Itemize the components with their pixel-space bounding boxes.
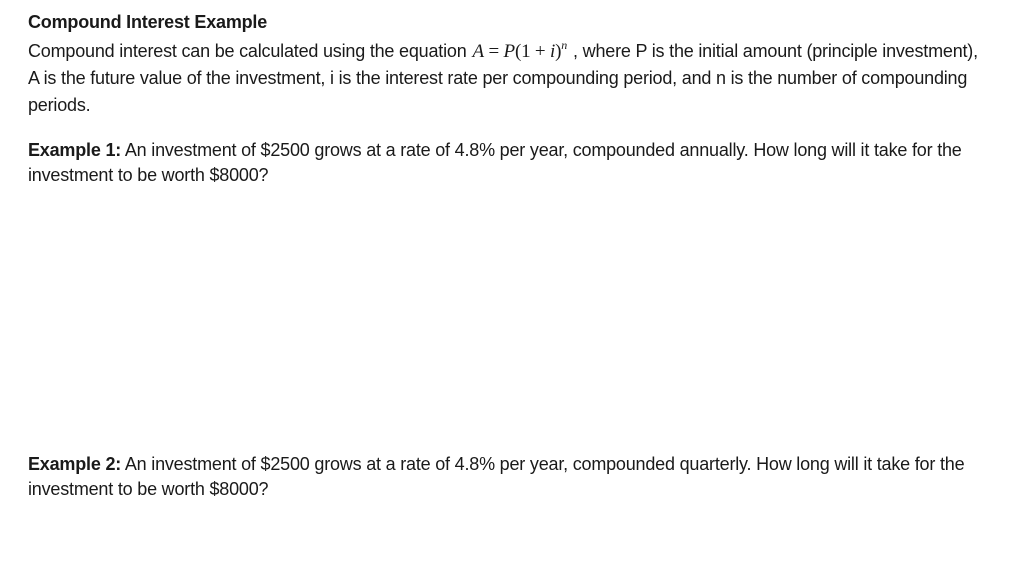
formula-principal: P bbox=[503, 41, 515, 62]
example-2-text: An investment of $2500 grows at a rate of 4.8% per year, compounded quarterly. How long will it take for the investment to be worth $8000? bbox=[28, 454, 965, 499]
compound-interest-formula bbox=[467, 38, 574, 62]
formula-rate: i bbox=[550, 41, 556, 62]
example-1-label: Example 1: bbox=[28, 140, 122, 160]
formula-exponent: n bbox=[561, 38, 568, 52]
example-1-text: An investment of $2500 grows at a rate of 4.8% per year, compounded annually. How long will it take for the investment to be worth $8000? bbox=[28, 140, 962, 185]
document-page bbox=[28, 10, 978, 499]
example-1 bbox=[28, 138, 978, 188]
formula-equals: = bbox=[483, 41, 504, 62]
intro-text-before-formula: Compound interest can be calculated using the equation bbox=[28, 41, 467, 61]
document-heading: Compound Interest Example bbox=[28, 12, 268, 32]
formula-paren-close: ) bbox=[555, 41, 562, 62]
intro-paragraph bbox=[28, 38, 978, 119]
formula-paren-open: (1 + bbox=[514, 41, 550, 62]
intro-text-after-formula: , where P is the initial amount (principle investment), A is the future value of the investment, i is the interest rate per compounding period, and n is the number of compounding periods. bbox=[28, 41, 978, 115]
example-2-label: Example 2: bbox=[28, 454, 122, 474]
example-2 bbox=[28, 452, 978, 502]
formula-lhs: A bbox=[472, 41, 484, 62]
